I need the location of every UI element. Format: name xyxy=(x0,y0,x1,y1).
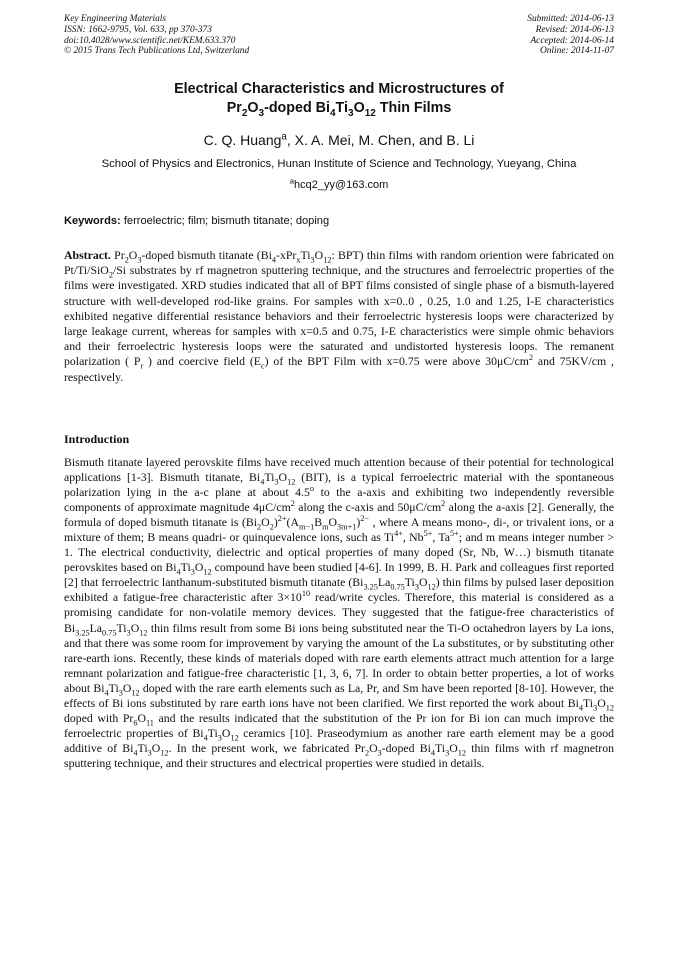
journal-doi[interactable]: doi:10.4028/www.scientific.net/KEM.633.370 xyxy=(64,35,236,46)
date-submitted: Submitted: 2014-06-13 xyxy=(527,14,614,24)
journal-copyright: © 2015 Trans Tech Publications Ltd, Switzerland xyxy=(64,46,250,57)
paper-title xyxy=(64,80,614,118)
keywords xyxy=(64,214,614,228)
journal-header xyxy=(64,14,249,57)
abstract xyxy=(64,248,614,385)
journal-issn: ISSN: 1662-9795, Vol. 633, pp 370-373 xyxy=(64,24,212,35)
date-accepted: Accepted: 2014-06-14 xyxy=(530,35,614,46)
introduction-text: Bismuth titanate layered perovskite films have received much attention because of their potential for technological applications [1-3]. Bismuth titanate, $Bi_4Ti_3O_{12}$ (BIT), is a typical ferroelectric material with the spontaneous polarization lying in the a-c plane at about 4.5$^o$ to the a-axis and exhibiting two independently reversible components of approximate magnitude $4\mu C/cm^2$ along the c-axis and $50\mu C/cm^2$ along the a-axis [2]. Generally, the formula of doped bismuth titanate is $(Bi_2O_2)^{2+}(A_{m-1}B_mO_{3m+1})^{2-}$ , where A means mono-, di-, or trivalent ions, or a mixture of them; B means quadri- or quinquevalence ions, such as $Ti^{4+}$, $Nb^{5+}$, $Ta^{5+}$; and m means integer number > 1. The electrical conductivity, dielectric and optical properties of many doped (Sr, Nb, W…) bismuth titanate perovskites based on $Bi_4Ti_3O_{12}$ compound have been studied [4-6]. In 1999, B. H. Park and colleagues first reported [2] that ferroelectric lanthanum-substituted bismuth titanate $(Bi_{3.25}La_{0.75}Ti_3O_{12})$ thin films by pulsed laser deposition exhibited a fatigue-free characteristic after $3\times 10^{10}$ read/write cycles. Therefore, this material is considered as a promising candidate for non-volatile memory devices. They suggested that the fatigue-free characteristics of $Bi_{3.25}La_{0.75}Ti_3O_{12}$ thin films result from some Bi ions being substituted near the Ti-O octahedron layers by La ions, and that there was some room for improvement by varying the amount of the La substitutes, or by substituting other rare-earth ions. Recently, these kinds of materials doped with rare earth elements attract much attention for a large remnant polarization and fatigue-free characteristic [1, 3, 6, 7]. In order to obtain better properties, a lot of works about $Bi_4Ti_3O_{12}$ doped with the rare earth elements such as La, Pr, and Sm have been reported [8-10]. However, the effects of Bi ions substituted by rare earth ions have not been clarified. We first reported the work about $Bi_4Ti_3O_{12}$ doped with $Pr_6O_{11}$ and the results indicated that the substitution of the Pr ion for Bi ion can much improve the ferroelectric properties of $Bi_4Ti_3O_{12}$ ceramics [10]. Praseodymium as another rare earth element may be a good additive of $Bi_4Ti_3O_{12}$. In the present work, we fabricated $Pr_2O_3$-doped $Bi_4Ti_3O_{12}$ thin films with rf magnetron sputtering technique, and their structures and electrical properties were studied in details. xyxy=(64,455,615,770)
abstract-label: Abstract. xyxy=(64,248,111,262)
dates-header xyxy=(527,14,614,57)
author-list: C. Q. Huang$^a$, X. A. Mei, M. Chen, and B. Li xyxy=(203,131,475,148)
author-email[interactable]: $^a$hcq2_yy@163.com xyxy=(289,176,389,191)
affiliation: School of Physics and Electronics, Hunan Institute of Science and Technology, Yueyang, China xyxy=(101,158,577,170)
date-online: Online: 2014-11-07 xyxy=(539,46,614,57)
abstract-text: $Pr_2O_3$-doped bismuth titanate ($Bi_4-xPr_xTi_3O_{12}$: BPT) thin films with random oriention were fabricated on Pt/Ti/SiO$_2$/Si substrates by rf magnetron sputtering technique, and the structures and ferroelectric properties of the films were investigated. XRD studies indicated that all of BPT films consisted of single phase of a bismuth-layered structure with well-developed rod-like grains. For samples with x=0..0 , 0.25, 1.0 and 1.25, I-E characteristics exhibited negative differential resistance behaviors and their ferroelectric hysteresis loops were characterized by large leakage current, whereas for samples with x=0.5 and 0.75, I-E characteristics were simple ohmic behaviors and their ferroelectric hysteresis loops were the saturated and undistorted hysteresis loops. The remanent polarization ( $P_r$ ) and coercive field $(E_c)$ of the BPT Film with x=0.75 were above $30\mu C/cm^2$ and 75KV/cm , respectively. xyxy=(64,248,614,384)
keywords-text: ferroelectric; film; bismuth titanate; doping xyxy=(123,215,330,227)
introduction-heading: Introduction xyxy=(64,432,130,446)
journal-name: Key Engineering Materials xyxy=(64,14,167,24)
keywords-label: Keywords: xyxy=(64,215,121,227)
title-line-1: Electrical Characteristics and Microstructures of xyxy=(174,81,504,97)
date-revised: Revised: 2014-06-13 xyxy=(535,24,614,35)
title-line-2: $Pr_2O_3$-doped $Bi_4Ti_3O_{12}$ Thin Films xyxy=(226,100,452,119)
